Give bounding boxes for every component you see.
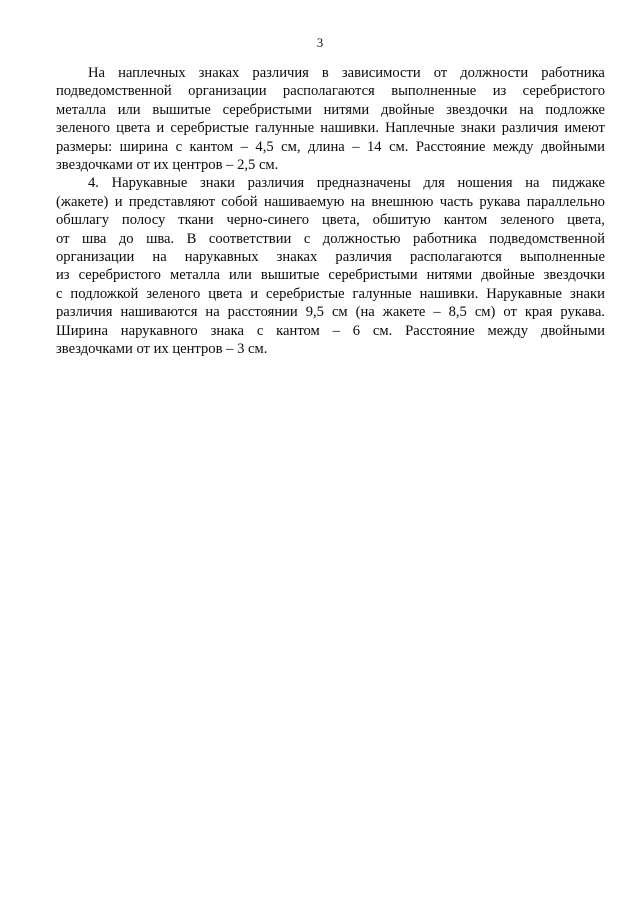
text-line: 4. Нарукавные знаки различия предназначены для ношения на пиджаке [88,175,605,192]
document-body [56,64,605,359]
paragraph-shoulder-insignia [56,64,605,174]
page-number: 3 [316,36,324,50]
text-line: подведомственной организации располагаются выполненные из серебристого [56,83,605,100]
text-line: Ширина нарукавного знака с кантом – 6 см. Расстояние между двойными [56,322,605,339]
text-line: металла или вышитые серебристыми нитями двойные звездочки на подложке [56,101,605,118]
text-line: различия нашиваются на расстоянии 9,5 см (на жакете – 8,5 см) от края рукава. [56,304,605,321]
text-line: с подложкой зеленого цвета и серебристые галунные нашивки. Нарукавные знаки [56,285,605,302]
text-line: звездочками от их центров – 3 см. [56,341,268,358]
text-line: На наплечных знаках различия в зависимости от должности работника [88,65,605,81]
text-line: обшлагу полосу ткани черно-синего цвета, обшитую кантом зеленого цвета, [56,212,605,229]
text-line: зеленого цвета и серебристые галунные нашивки. Наплечные знаки различия имеют [56,120,605,137]
text-line: размеры: ширина с кантом – 4,5 см, длина – 14 см. Расстояние между двойными [56,138,605,155]
text-line: из серебристого металла или вышитые серебристыми нитями двойные звездочки [56,267,605,284]
paragraph-sleeve-insignia [56,174,605,358]
text-line: звездочками от их центров – 2,5 см. [56,157,279,174]
text-line: от шва до шва. В соответствии с должностью работника подведомственной [56,230,605,247]
text-line: (жакете) и представляют собой нашиваемую на внешнюю часть рукава параллельно [56,193,605,210]
text-line: организации на нарукавных знаках различия располагаются выполненные [56,249,605,266]
